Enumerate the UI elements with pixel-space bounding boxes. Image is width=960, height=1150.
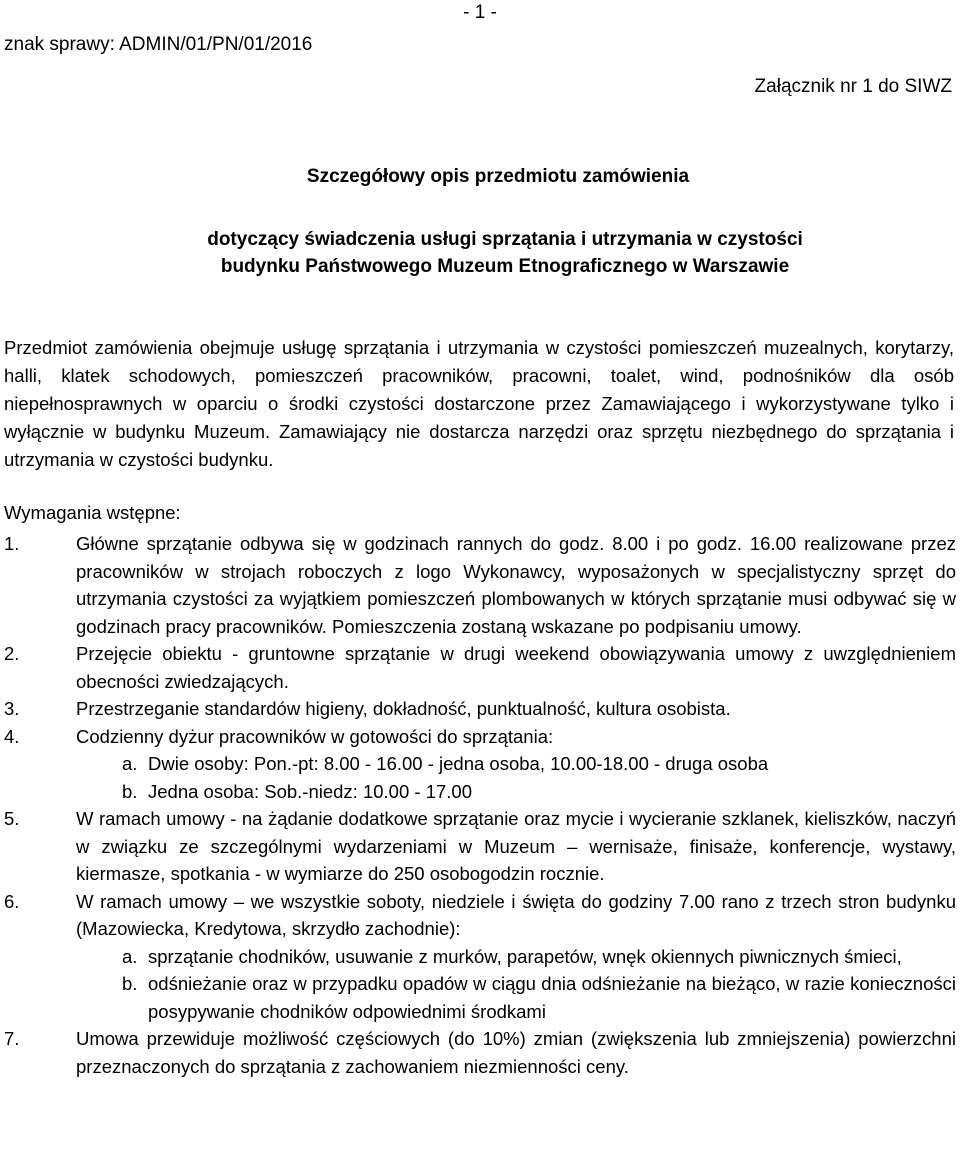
requirements-heading: Wymagania wstępne: bbox=[4, 502, 181, 523]
requirement-text: Przestrzeganie standardów higieny, dokładność, punktualność, kultura osobista. bbox=[76, 698, 731, 719]
sub-item-text: Jedna osoba: Sob.-niedz: 10.00 - 17.00 bbox=[148, 780, 472, 802]
requirement-text: Codzienny dyżur pracowników w gotowości do sprzątania: bbox=[76, 725, 554, 747]
requirement-item bbox=[4, 530, 956, 640]
requirement-text: Przejęcie obiektu - gruntowne sprzątanie w drugi weekend obowiązywania umowy z uwzględnieniem obecności zwiedzających. bbox=[76, 643, 956, 692]
requirement-text: Umowa przewiduje możliwość częściowych (do 10%) zmian (zwiększenia lub zmniejszenia) powierzchni przeznaczonych do sprzątania z zachowaniem niezmienności ceny. bbox=[76, 1028, 956, 1077]
requirement-number: 3. bbox=[4, 698, 20, 719]
requirement-number: 6. bbox=[4, 890, 20, 912]
sub-item-letter: b. bbox=[122, 973, 138, 994]
requirement-text: Główne sprzątanie odbywa się w godzinach rannych do godz. 8.00 i po godz. 16.00 realizowane przez pracowników w strojach roboczych z logo Wykonawcy, wyposażonych w specjalistyczny sprzęt do utrzymania czystości za wyjątkiem pomieszczeń plombowanych w których sprzątanie musi odbywać się w godzinach pracy pracowników. Pomieszczenia zostaną wskazane po podpisaniu umowy. bbox=[76, 533, 956, 637]
requirement-item bbox=[4, 888, 956, 1026]
page-number: - 1 - bbox=[463, 2, 497, 23]
sub-item bbox=[76, 778, 956, 806]
sub-item-text: sprzątanie chodników, usuwanie z murków, parapetów, wnęk okiennych piwnicznych śmieci, bbox=[148, 945, 902, 967]
requirement-sublist bbox=[76, 750, 956, 805]
attachment-label: Załącznik nr 1 do SIWZ bbox=[754, 76, 952, 97]
requirement-item bbox=[4, 695, 956, 723]
requirement-item bbox=[4, 640, 956, 695]
requirement-item bbox=[4, 805, 956, 888]
requirement-number: 4. bbox=[4, 725, 20, 747]
intro-paragraph: Przedmiot zamówienia obejmuje usługę sprzątania i utrzymania w czystości pomieszczeń muzealnych, korytarzy, halli, klatek schodowych, pomieszczeń pracowników, pracowni, toalet, wind, podnośników dla osób niepełnosprawnych w oparciu o środki czystości dostarczone przez Zamawiającego i wykorzystywane tylko i wyłącznie w budynku Muzeum. Zamawiający nie dostarcza narzędzi oraz sprzętu niezbędnego do sprzątania i utrzymania w czystości budynku. bbox=[4, 337, 954, 470]
subtitle-line-2: budynku Państwowego Muzeum Etnograficznego w Warszawie bbox=[220, 256, 790, 277]
requirement-number: 7. bbox=[4, 1028, 20, 1049]
requirement-sublist bbox=[76, 943, 956, 1026]
sub-item-text: Dwie osoby: Pon.-pt: 8.00 - 16.00 - jedna osoba, 10.00-18.00 - druga osoba bbox=[148, 753, 769, 774]
requirement-item bbox=[4, 1025, 956, 1080]
sub-item-text: odśnieżanie oraz w przypadku opadów w ciągu dnia odśnieżanie na bieżąco, w razie konieczności posypywanie chodników odpowiednimi środkami bbox=[148, 973, 956, 1022]
case-reference: znak sprawy: ADMIN/01/PN/01/2016 bbox=[4, 34, 313, 55]
sub-item-letter: a. bbox=[122, 945, 138, 967]
document-title: Szczegółowy opis przedmiotu zamówienia bbox=[306, 166, 690, 187]
sub-item bbox=[76, 750, 956, 778]
requirement-number: 2. bbox=[4, 643, 20, 664]
sub-item-letter: a. bbox=[122, 753, 138, 774]
sub-item bbox=[76, 943, 956, 971]
sub-item bbox=[76, 970, 956, 1025]
requirement-text: W ramach umowy – we wszystkie soboty, niedziele i święta do godziny 7.00 rano z trzech stron budynku (Mazowiecka, Kredytowa, skrzydło zachodnie): bbox=[76, 890, 956, 939]
sub-item-letter: b. bbox=[122, 780, 138, 802]
requirement-item bbox=[4, 723, 956, 806]
requirement-number: 5. bbox=[4, 808, 20, 829]
document-subtitle bbox=[0, 226, 960, 280]
requirements-list bbox=[4, 530, 956, 1080]
subtitle-line-1: dotyczący świadczenia usługi sprzątania i utrzymania w czystości bbox=[207, 229, 803, 250]
requirement-number: 1. bbox=[4, 533, 20, 554]
requirement-text: W ramach umowy - na żądanie dodatkowe sprzątanie oraz mycie i wycieranie szklanek, kieliszków, naczyń w związku ze szczególnymi wydarzeniami w Muzeum – wernisaże, finisaże, konferencje, wystawy, kiermasze, spotkania - w wymiarze do 250 osobogodzin rocznie. bbox=[76, 808, 956, 884]
